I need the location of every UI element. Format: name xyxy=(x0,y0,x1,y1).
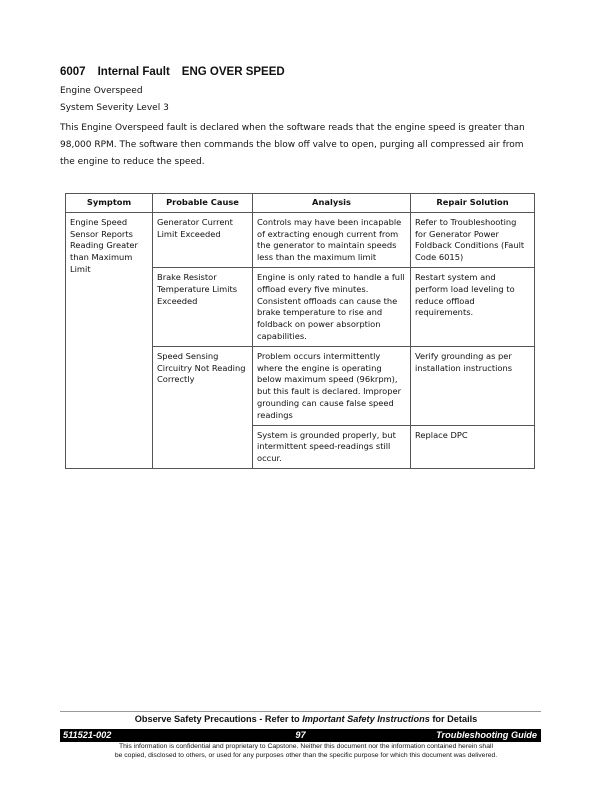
fault-name: ENG OVER SPEED xyxy=(181,66,285,78)
confidentiality-line-2: be copied, disclosed to others, or used for any purposes other than the specific purpose for which this document was delivered. xyxy=(114,751,498,759)
fault-subtitle: Engine Overspeed xyxy=(60,86,143,96)
analysis-cell: System is grounded properly, but intermittent speed-readings still occur. xyxy=(253,425,411,468)
table-header-row xyxy=(66,194,535,213)
confidentiality-notice xyxy=(0,743,612,761)
analysis-cell: Problem occurs intermittently where the engine is operating below maximum speed (96krpm), but this fault is declared. Improper grounding can cause false speed readings xyxy=(253,346,411,425)
troubleshooting-table xyxy=(65,193,535,469)
confidentiality-line-1: This information is confidential and proprietary to Capstone. Neither this document nor the information contained herein shall xyxy=(118,743,494,750)
page-number: 97 xyxy=(295,730,306,740)
guide-title: Troubleshooting Guide xyxy=(436,730,537,740)
safety-warning-suffix: for Details xyxy=(429,714,478,724)
solution-cell: Verify grounding as per installation instructions xyxy=(411,346,535,425)
cause-cell: Brake Resistor Temperature Limits Exceeded xyxy=(153,267,253,346)
safety-instructions-reference: Important Safety Instructions xyxy=(302,714,430,724)
analysis-cell: Engine is only rated to handle a full offload every five minutes. Consistent offloads can cause the brake temperature to rise and foldback on power absorption capabilities. xyxy=(253,267,411,346)
header-repair-solution: Repair Solution xyxy=(411,194,535,213)
solution-cell: Replace DPC xyxy=(411,425,535,468)
fault-category: Internal Fault xyxy=(97,66,170,78)
section-heading xyxy=(60,66,285,78)
safety-warning xyxy=(0,714,612,724)
table-row xyxy=(66,212,535,267)
solution-cell: Restart system and perform load leveling to reduce offload requirements. xyxy=(411,267,535,346)
header-probable-cause: Probable Cause xyxy=(153,194,253,213)
solution-cell: Refer to Troubleshooting for Generator Power Foldback Conditions (Fault Code 6015) xyxy=(411,212,535,267)
severity-level: System Severity Level 3 xyxy=(60,103,169,113)
header-symptom: Symptom xyxy=(66,194,153,213)
fault-description: This Engine Overspeed fault is declared when the software reads that the engine speed is greater than 98,000 RPM. The software then commands the blow off valve to open, purging all compressed air from the engine to reduce the speed. xyxy=(60,123,525,167)
cause-cell: Speed Sensing Circuitry Not Reading Correctly xyxy=(153,346,253,468)
footer-bar xyxy=(60,729,541,742)
analysis-cell: Controls may have been incapable of extracting enough current from the generator to maintain speeds less than the maximum limit xyxy=(253,212,411,267)
document-number: 511521-002 xyxy=(63,730,112,740)
symptom-cell: Engine Speed Sensor Reports Reading Greater than Maximum Limit xyxy=(66,212,153,468)
cause-cell: Generator Current Limit Exceeded xyxy=(153,212,253,267)
fault-code: 6007 xyxy=(60,66,86,78)
header-analysis: Analysis xyxy=(253,194,411,213)
safety-warning-prefix: Observe Safety Precautions - Refer to xyxy=(134,714,303,724)
footer-divider xyxy=(60,711,541,712)
